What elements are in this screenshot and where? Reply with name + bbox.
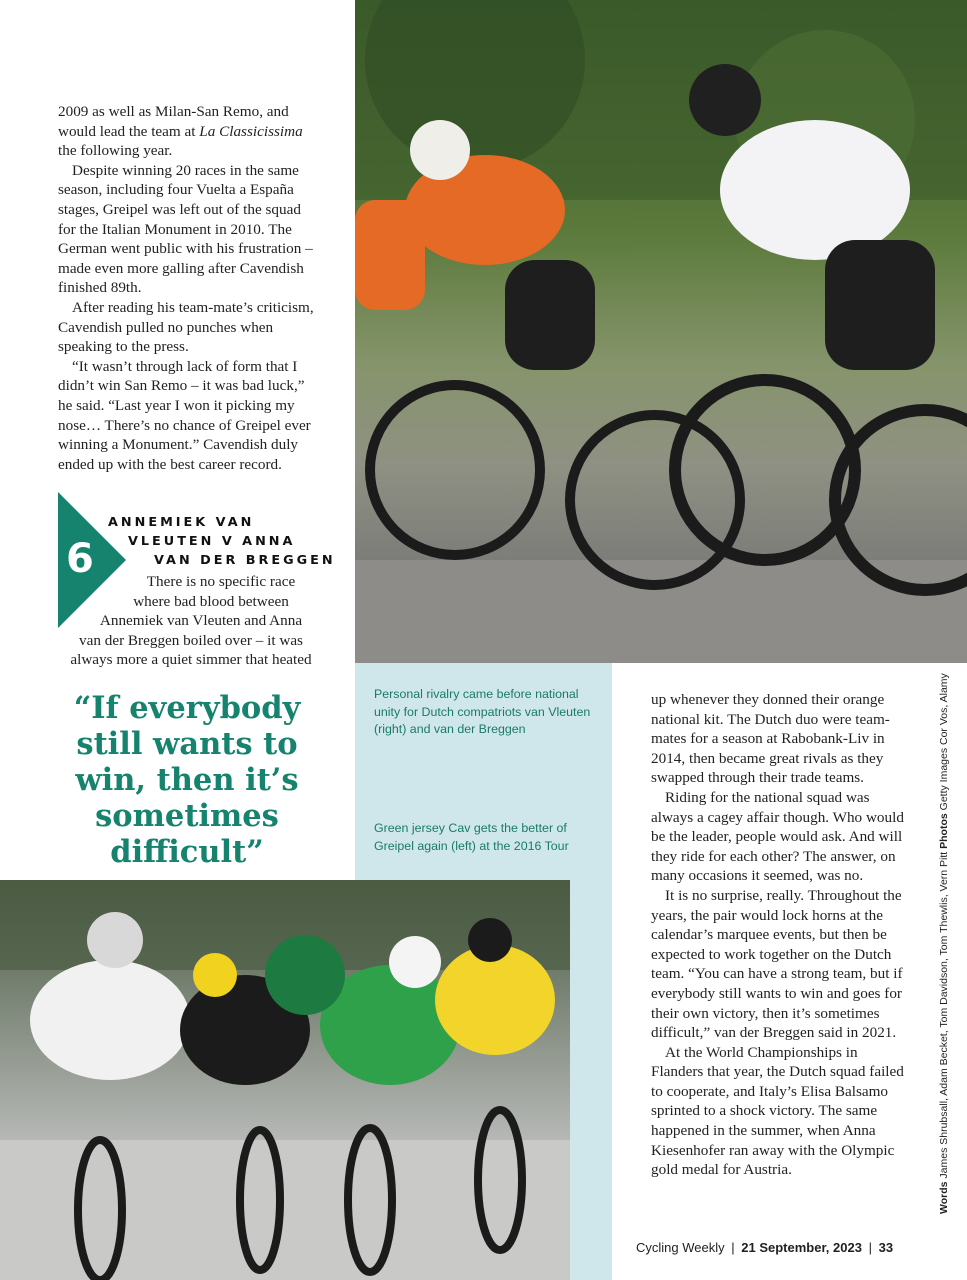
caption-bottom-photo: Green jersey Cav gets the better of Greipel again (left) at the 2016 Tour xyxy=(374,821,569,853)
credits-photos-label: Photos xyxy=(938,813,950,849)
credits-photos: Getty Images Cor Vos, Alamy xyxy=(938,673,950,811)
paragraph: It is no surprise, really. Throughout the years, the pair would lock horns at the calendar’s marquee events, but then be expected to work together on the Dutch team. “You can have a strong team, but if everybody still wants to win and goes for their own victory, then it’s sometimes difficult,” van der Breggen said in 2021. xyxy=(651,886,903,1042)
intro-line: There is no specific race xyxy=(146,573,296,590)
caption-top-photo: Personal rivalry came before national unity for Dutch compatriots van Vleuten (right) and van der Breggen xyxy=(374,687,591,737)
page-number: 33 xyxy=(878,1240,894,1255)
footer-date: 21 September, 2023 xyxy=(741,1240,862,1255)
section-heading-line: ANNEMIEK VAN xyxy=(108,515,255,530)
paragraph: “It wasn’t through lack of form that I didn’t win San Remo – it was bad luck,” he said. “Last year I won it picking my nose… There’s no chance of Greipel ever winning a Monument.” Cavendish duly ended up with the best career record. xyxy=(58,357,311,473)
intro-line: van der Breggen boiled over – it was xyxy=(79,631,303,649)
photo-sprint-finish xyxy=(0,880,570,1280)
section-heading-line: VAN DER BREGGEN xyxy=(154,553,336,568)
paragraph: 2009 as well as Milan-San Remo, and would lead the team at La Classicissima the following year. xyxy=(58,103,303,160)
photo-credits xyxy=(938,673,950,1214)
credits-words-label: Words xyxy=(938,1181,950,1214)
paragraph: Riding for the national squad was always a cagey affair though. Who would be the leader, people would ask. And will they ride for each other? The answer, on many occasions it seemed, was no. xyxy=(651,788,904,885)
section-intro xyxy=(58,572,324,670)
credits-words: James Shrubsall, Adam Becket, Tom Davidson, Tom Thewlis, Vern Pitt xyxy=(938,851,950,1179)
footer-magazine: Cycling Weekly xyxy=(636,1240,725,1255)
cyclists-photo-illustration xyxy=(355,0,967,663)
section-heading-line: VLEUTEN V ANNA xyxy=(128,534,296,549)
intro-line: always more a quiet simmer that heated xyxy=(70,651,312,669)
intro-line: Annemiek van Vleuten and Anna xyxy=(99,612,303,630)
section-number: 6 xyxy=(66,536,94,582)
sprint-photo-illustration xyxy=(0,880,570,1280)
paragraph: At the World Championships in Flanders that year, the Dutch squad failed to cooperate, and Italy’s Elisa Balsamo sprinted to a shock victory. The same happened in the summer, when Anna Kiesenhofer ran away with the Olympic gold medal for Austria. xyxy=(651,1043,904,1179)
paragraph: up whenever they donned their orange national kit. The Dutch duo were team-mates for a season at Rabobank-Liv in 2014, then became great rivals as they swapped through their trade teams. xyxy=(651,691,890,787)
photo-dutch-riders xyxy=(355,0,967,663)
column-1-text xyxy=(58,102,320,474)
paragraph: After reading his team-mate’s criticism, Cavendish pulled no punches when speaking to the press. xyxy=(58,298,314,356)
intro-line: where bad blood between xyxy=(133,592,289,610)
column-3-text xyxy=(651,690,907,1180)
page-footer: Cycling Weekly | 21 September, 2023 | 33 xyxy=(636,1240,894,1255)
pull-quote: “If everybody still wants to win, then it’s sometimes difficult” xyxy=(73,690,301,870)
paragraph: Despite winning 20 races in the same season, including four Vuelta a España stages, Greipel was left out of the squad for the Italian Monument in 2010. The German went public with his frustration – made even more galling after Cavendish finished 89th. xyxy=(58,161,313,297)
